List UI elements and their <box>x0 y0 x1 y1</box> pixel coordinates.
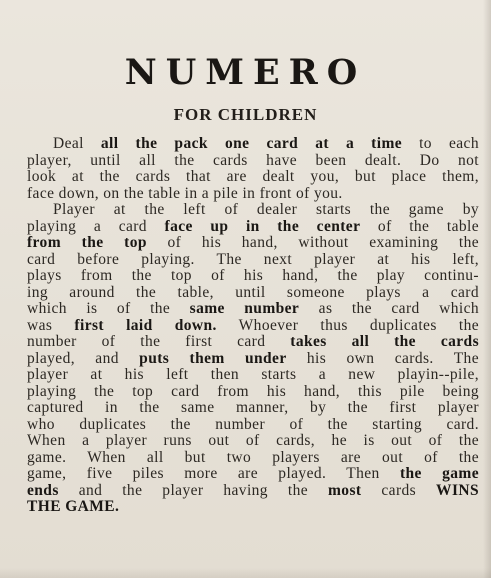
text-run: game, five piles more are played. Then <box>27 465 400 482</box>
text-run: card before playing. The next player at his left, <box>27 250 479 268</box>
bold-text-run: puts them under <box>139 349 287 367</box>
text-run: which is of the <box>27 300 190 317</box>
text-run: playing a card <box>27 217 165 235</box>
text-line <box>27 202 479 219</box>
text-run: was <box>27 316 75 334</box>
text-line <box>27 136 479 153</box>
text-line <box>27 351 479 368</box>
text-line <box>27 235 479 252</box>
page-bottom-shadow <box>0 568 491 578</box>
text-run: his own cards. The <box>286 349 479 367</box>
paragraph-dealing <box>27 136 479 202</box>
text-run: captured in the same manner, by the first player <box>27 399 479 416</box>
text-line <box>27 499 479 516</box>
bold-text-run: same number <box>189 300 300 317</box>
text-line <box>27 417 479 434</box>
text-run: player, until all the cards have been dealt. Do not <box>27 151 479 169</box>
text-run: Deal <box>53 135 101 152</box>
text-line <box>27 285 479 302</box>
bold-text-run: from the top <box>27 234 147 251</box>
text-line <box>27 169 479 186</box>
bold-text-run: the game <box>399 465 479 482</box>
bold-text-run: WINS <box>436 481 479 499</box>
text-line <box>27 219 479 236</box>
text-run: number of the first card <box>27 333 291 350</box>
text-run: playing the top card from his hand, this pile being <box>27 382 479 400</box>
text-line <box>27 483 479 500</box>
paragraph-play <box>27 202 479 516</box>
text-run: Whoever thus duplicates the <box>216 316 479 334</box>
text-line <box>27 384 479 401</box>
text-line <box>27 433 479 450</box>
bold-text-run: all the pack one card at a time <box>100 135 403 152</box>
bold-text-run: THE GAME. <box>27 498 120 515</box>
page-subtitle: FOR CHILDREN <box>173 105 318 124</box>
text-line <box>27 252 479 269</box>
text-line <box>27 301 479 318</box>
bold-text-run: most <box>327 481 362 499</box>
page-title: NUMERO <box>124 52 367 93</box>
text-run: and the player having the <box>58 481 328 499</box>
text-line <box>27 466 479 483</box>
text-run: of the table <box>360 217 480 235</box>
text-run: to each <box>402 135 479 152</box>
text-run: face down, on the table in a pile in front of you. <box>27 184 343 202</box>
text-run: game. When all but two players are out of the <box>27 448 479 466</box>
text-line <box>27 367 479 384</box>
rules-text <box>27 136 479 516</box>
text-run: of his hand, without examining the <box>146 234 480 251</box>
text-run: Player at the left of dealer starts the game by <box>53 201 479 218</box>
text-run: player at his left then starts a new playin--pile, <box>27 366 479 383</box>
text-run: cards <box>361 481 437 499</box>
text-run: ing around the table, until someone plays a card <box>27 283 479 301</box>
bold-text-run: first laid down. <box>74 316 217 334</box>
text-line <box>27 153 479 170</box>
text-run: plays from the top of his hand, the play continu- <box>27 267 479 284</box>
text-line <box>27 450 479 467</box>
text-line <box>27 318 479 335</box>
text-run: played, and <box>27 349 140 367</box>
text-run: as the card which <box>299 300 479 317</box>
text-line <box>27 334 479 351</box>
text-run: who duplicates the number of the starting card. <box>27 415 479 433</box>
bold-text-run: takes all the cards <box>290 333 479 350</box>
bold-text-run: face up in the center <box>164 217 361 235</box>
text-line <box>27 186 479 203</box>
text-line <box>27 400 479 417</box>
text-run: look at the cards that are dealt you, but place them, <box>27 168 479 185</box>
bold-text-run: ends <box>27 481 59 499</box>
text-line <box>27 268 479 285</box>
text-run: When a player runs out of cards, he is out of the <box>27 432 479 449</box>
